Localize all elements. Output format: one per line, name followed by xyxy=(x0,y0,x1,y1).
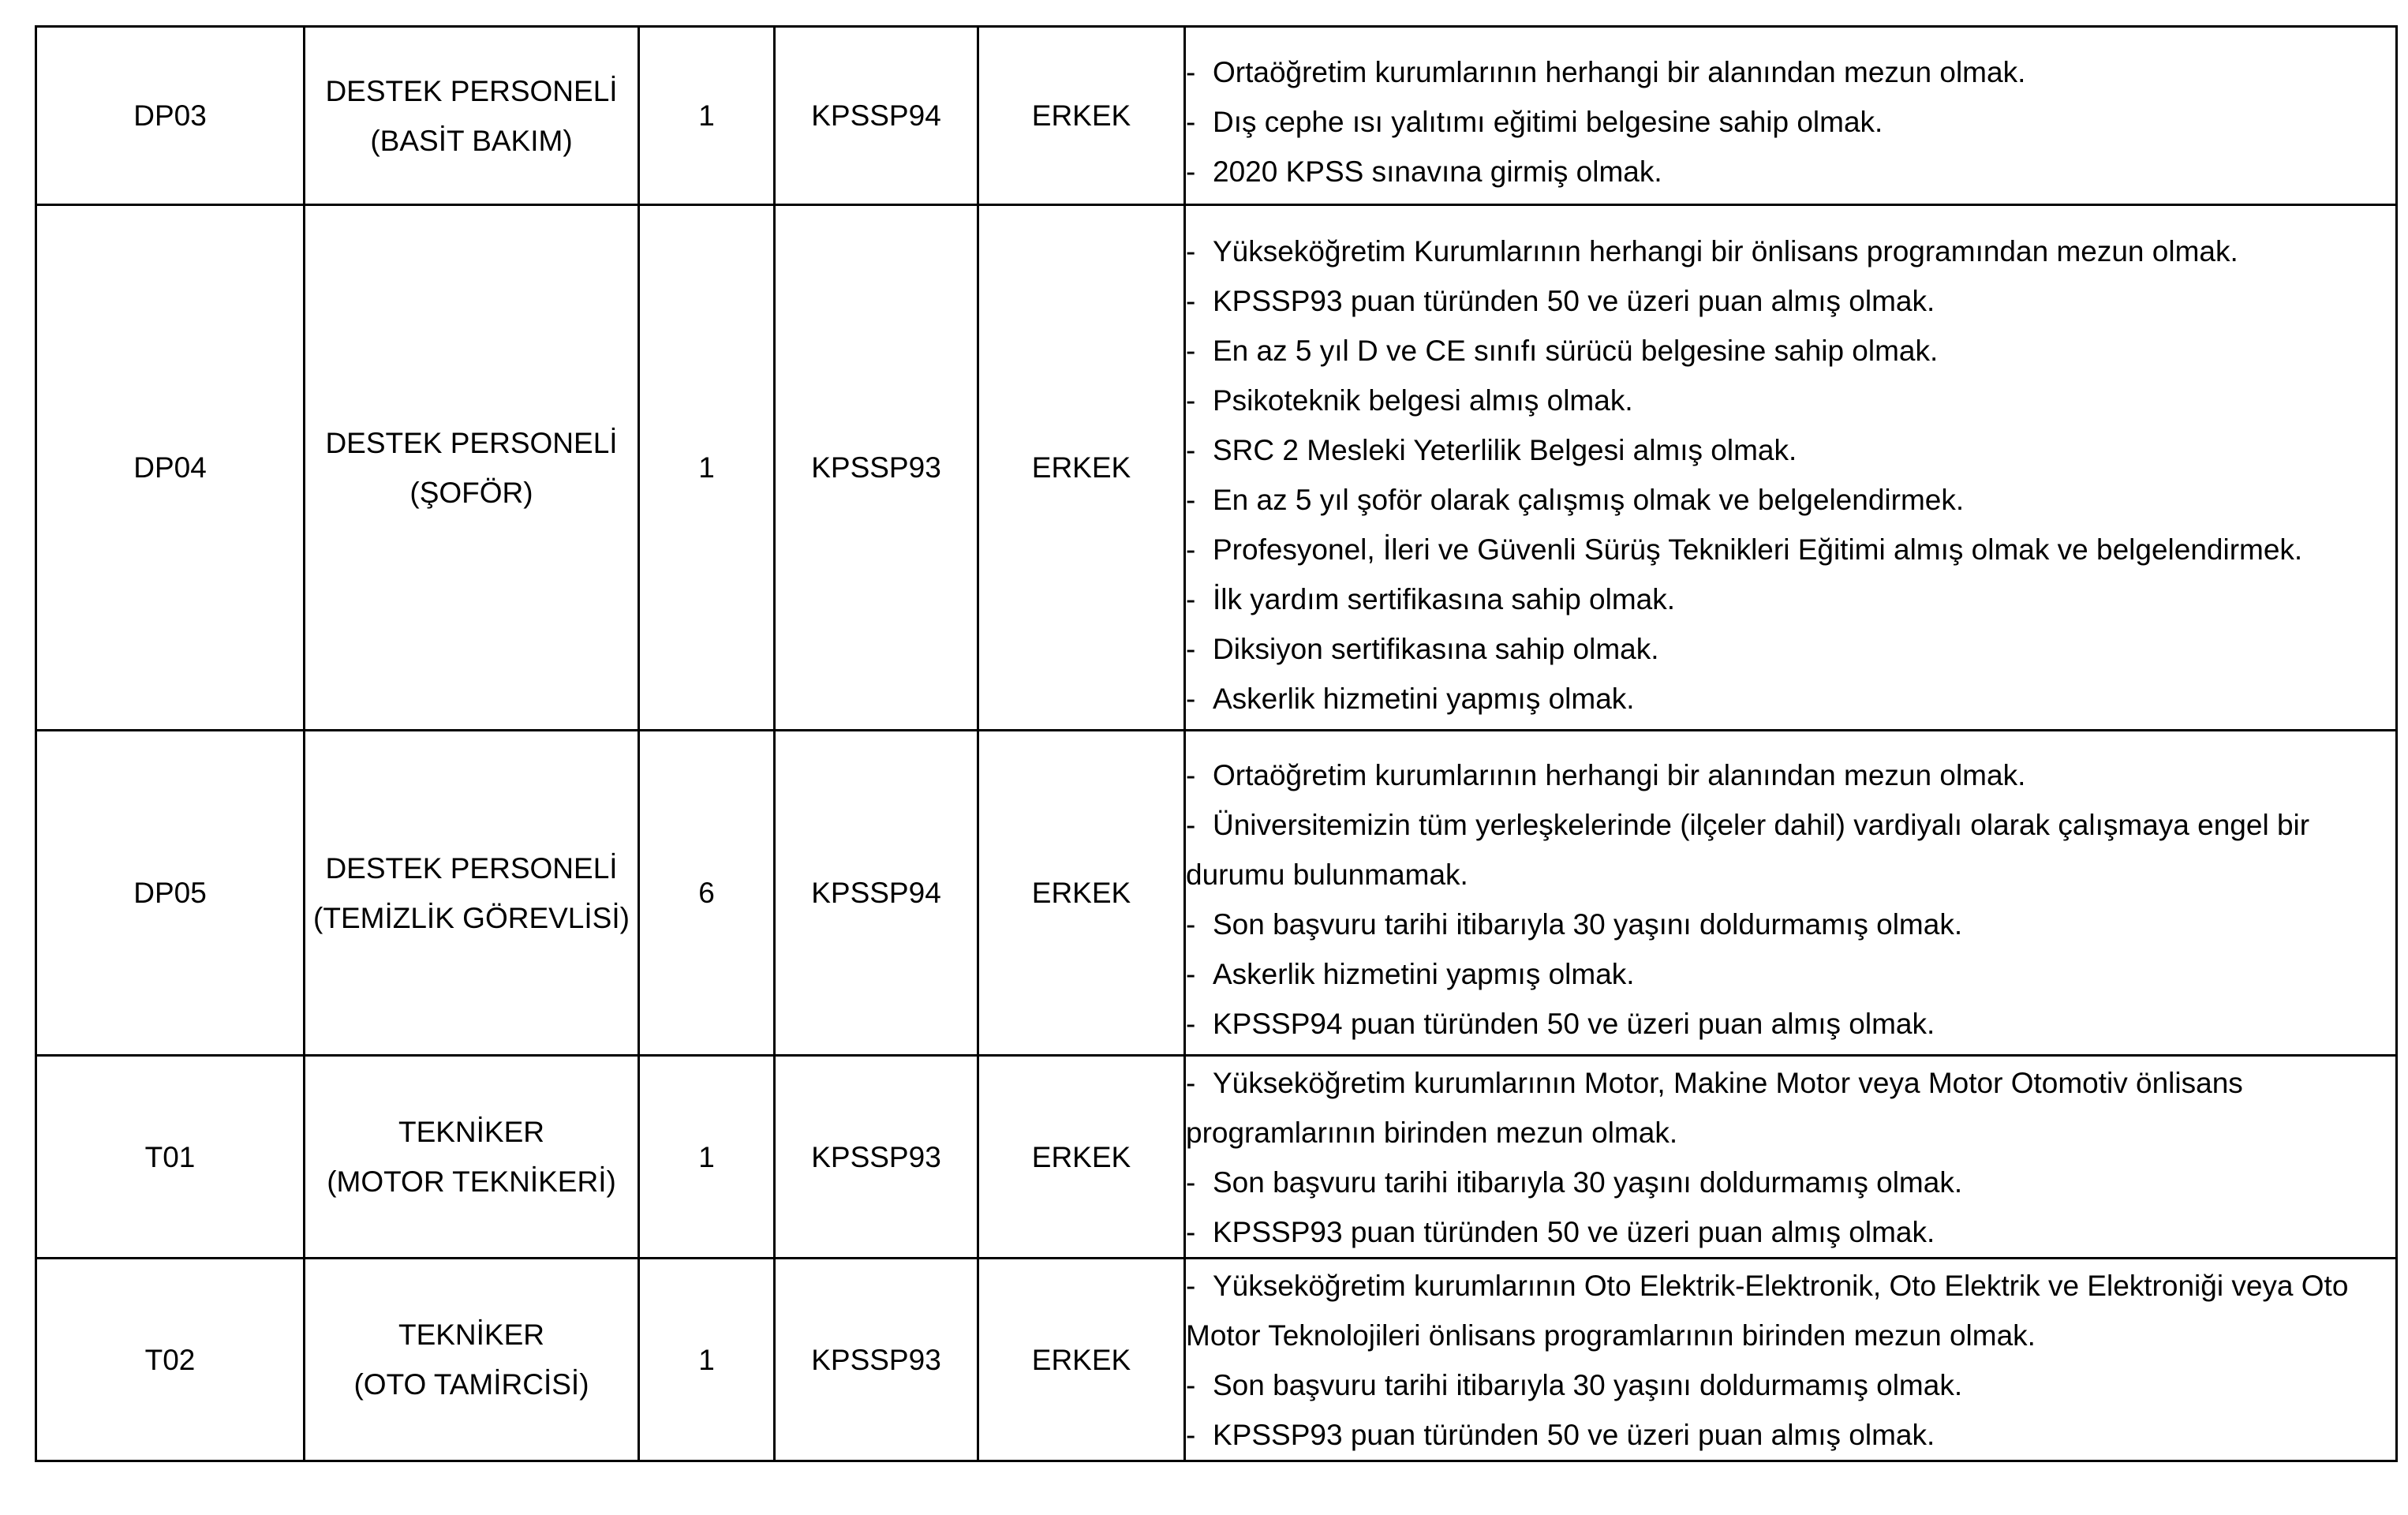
dash-bullet-icon: - xyxy=(1186,533,1196,566)
position-count: 1 xyxy=(639,1056,775,1259)
list-item: - KPSSP94 puan türünden 50 ve üzeri puan almış olmak. xyxy=(1186,999,2395,1049)
list-item: - Son başvuru tarihi itibarıyla 30 yaşını doldurmamış olmak. xyxy=(1186,900,2395,949)
requirements-list xyxy=(1186,226,2395,724)
table-row xyxy=(36,731,2397,1056)
table-row xyxy=(36,27,2397,205)
dash-bullet-icon: - xyxy=(1186,483,1196,516)
position-code: T01 xyxy=(36,1056,305,1259)
score-type: KPSSP94 xyxy=(775,731,978,1056)
list-item: - Yükseköğretim kurumlarının Motor, Makine Motor veya Motor Otomotiv önlisans programlarının birinden mezun olmak. xyxy=(1186,1058,2395,1158)
list-item: - Üniversitemizin tüm yerleşkelerinde (ilçeler dahil) vardiyalı olarak çalışmaya engel bir durumu bulunmamak. xyxy=(1186,800,2395,900)
dash-bullet-icon: - xyxy=(1186,284,1196,317)
dash-bullet-icon: - xyxy=(1186,682,1196,715)
list-item: - Yükseköğretim Kurumlarının herhangi bir önlisans programından mezun olmak. xyxy=(1186,226,2395,276)
dash-bullet-icon: - xyxy=(1186,582,1196,615)
score-type: KPSSP94 xyxy=(775,27,978,205)
list-item: - Profesyonel, İleri ve Güvenli Sürüş Teknikleri Eğitimi almış olmak ve belgelendirmek. xyxy=(1186,525,2395,574)
list-item: - KPSSP93 puan türünden 50 ve üzeri puan almış olmak. xyxy=(1186,1207,2395,1257)
position-title-main: DESTEK PERSONELİ xyxy=(325,426,618,459)
list-item: - 2020 KPSS sınavına girmiş olmak. xyxy=(1186,147,2395,196)
position-title xyxy=(305,1056,639,1259)
position-title xyxy=(305,731,639,1056)
position-count: 1 xyxy=(639,27,775,205)
position-count: 6 xyxy=(639,731,775,1056)
dash-bullet-icon: - xyxy=(1186,1270,1196,1302)
requirements-list xyxy=(1186,750,2395,1049)
list-item: - İlk yardım sertifikasına sahip olmak. xyxy=(1186,574,2395,624)
list-item: - Diksiyon sertifikasına sahip olmak. xyxy=(1186,624,2395,674)
requirements-list xyxy=(1186,47,2395,196)
positions-table xyxy=(35,25,2398,1462)
position-title-main: TEKNİKER xyxy=(398,1116,545,1148)
position-title-main: DESTEK PERSONELİ xyxy=(325,74,618,107)
dash-bullet-icon: - xyxy=(1186,1369,1196,1401)
position-code: DP05 xyxy=(36,731,305,1056)
dash-bullet-icon: - xyxy=(1186,433,1196,466)
table-row xyxy=(36,1259,2397,1461)
dash-bullet-icon: - xyxy=(1186,632,1196,665)
dash-bullet-icon: - xyxy=(1186,808,1196,841)
list-item: - Ortaöğretim kurumlarının herhangi bir alanından mezun olmak. xyxy=(1186,47,2395,97)
list-item: - Son başvuru tarihi itibarıyla 30 yaşını doldurmamış olmak. xyxy=(1186,1360,2395,1410)
position-code: DP03 xyxy=(36,27,305,205)
requirements-list xyxy=(1186,1058,2395,1257)
dash-bullet-icon: - xyxy=(1186,758,1196,791)
dash-bullet-icon: - xyxy=(1186,1216,1196,1248)
list-item: - Ortaöğretim kurumlarının herhangi bir alanından mezun olmak. xyxy=(1186,750,2395,800)
position-code: T02 xyxy=(36,1259,305,1461)
dash-bullet-icon: - xyxy=(1186,155,1196,188)
score-type: KPSSP93 xyxy=(775,1259,978,1461)
list-item: - Askerlik hizmetini yapmış olmak. xyxy=(1186,949,2395,999)
list-item: - KPSSP93 puan türünden 50 ve üzeri puan almış olmak. xyxy=(1186,276,2395,326)
dash-bullet-icon: - xyxy=(1186,383,1196,417)
requirements-cell xyxy=(1185,731,2397,1056)
position-title xyxy=(305,205,639,731)
requirements-cell xyxy=(1185,1056,2397,1259)
position-title-sub: (TEMİZLİK GÖREVLİSİ) xyxy=(313,901,630,934)
score-type: KPSSP93 xyxy=(775,1056,978,1259)
gender: ERKEK xyxy=(978,27,1185,205)
list-item: - Psikoteknik belgesi almış olmak. xyxy=(1186,376,2395,425)
requirements-list xyxy=(1186,1261,2395,1460)
list-item: - Askerlik hizmetini yapmış olmak. xyxy=(1186,674,2395,724)
position-count: 1 xyxy=(639,205,775,731)
position-title-sub: (BASİT BAKIM) xyxy=(370,124,573,157)
dash-bullet-icon: - xyxy=(1186,957,1196,990)
dash-bullet-icon: - xyxy=(1186,334,1196,367)
dash-bullet-icon: - xyxy=(1186,1419,1196,1451)
dash-bullet-icon: - xyxy=(1186,234,1196,267)
dash-bullet-icon: - xyxy=(1186,1166,1196,1199)
dash-bullet-icon: - xyxy=(1186,1067,1196,1099)
position-title-sub: (MOTOR TEKNİKERİ) xyxy=(327,1165,616,1198)
position-title-main: DESTEK PERSONELİ xyxy=(325,851,618,885)
dash-bullet-icon: - xyxy=(1186,106,1196,138)
list-item: - SRC 2 Mesleki Yeterlilik Belgesi almış olmak. xyxy=(1186,425,2395,475)
list-item: - Son başvuru tarihi itibarıyla 30 yaşını doldurmamış olmak. xyxy=(1186,1158,2395,1207)
position-title-main: TEKNİKER xyxy=(398,1319,545,1351)
dash-bullet-icon: - xyxy=(1186,907,1196,941)
gender: ERKEK xyxy=(978,731,1185,1056)
list-item: - Yükseköğretim kurumlarının Oto Elektrik-Elektronik, Oto Elektrik ve Elektroniği veya Oto Motor Teknolojileri önlisans programlarının birinden mezun olmak. xyxy=(1186,1261,2395,1360)
list-item: - En az 5 yıl şoför olarak çalışmış olmak ve belgelendirmek. xyxy=(1186,475,2395,525)
dash-bullet-icon: - xyxy=(1186,1007,1196,1040)
gender: ERKEK xyxy=(978,205,1185,731)
gender: ERKEK xyxy=(978,1259,1185,1461)
score-type: KPSSP93 xyxy=(775,205,978,731)
gender: ERKEK xyxy=(978,1056,1185,1259)
position-code: DP04 xyxy=(36,205,305,731)
position-title xyxy=(305,1259,639,1461)
position-count: 1 xyxy=(639,1259,775,1461)
list-item: - KPSSP93 puan türünden 50 ve üzeri puan almış olmak. xyxy=(1186,1410,2395,1460)
dash-bullet-icon: - xyxy=(1186,56,1196,88)
position-title xyxy=(305,27,639,205)
list-item: - En az 5 yıl D ve CE sınıfı sürücü belgesine sahip olmak. xyxy=(1186,326,2395,376)
requirements-cell xyxy=(1185,27,2397,205)
requirements-cell xyxy=(1185,205,2397,731)
table-row xyxy=(36,205,2397,731)
table-row xyxy=(36,1056,2397,1259)
position-title-sub: (ŞOFÖR) xyxy=(409,476,533,509)
requirements-cell xyxy=(1185,1259,2397,1461)
list-item: - Dış cephe ısı yalıtımı eğitimi belgesine sahip olmak. xyxy=(1186,97,2395,147)
position-title-sub: (OTO TAMİRCİSİ) xyxy=(353,1368,589,1401)
